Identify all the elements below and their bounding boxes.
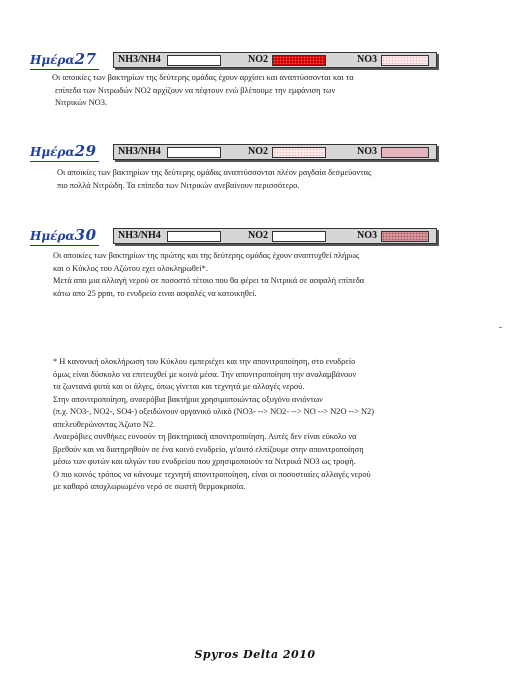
day-word: Ημέρα bbox=[30, 229, 75, 243]
no2-swatch bbox=[272, 55, 326, 66]
author-signature: Spyros Delta 2010 bbox=[194, 648, 316, 661]
no3-swatch bbox=[381, 55, 429, 66]
text-line: απελευθερώνοντας Άζωτο N2. bbox=[53, 419, 156, 429]
day-number: 29 bbox=[74, 142, 97, 160]
no2-label: NO2 bbox=[248, 146, 268, 157]
day-number: 27 bbox=[74, 50, 97, 68]
nh3-nh4-label: NH3/NH4 bbox=[118, 146, 161, 157]
no3-swatch bbox=[381, 231, 429, 242]
text-line: και ο Κύκλος του Αζώτου εχει ολοκληρωθεί*. bbox=[53, 263, 208, 273]
nh3-nh4-swatch bbox=[167, 231, 221, 242]
day-word: Ημέρα bbox=[30, 53, 75, 67]
text-line: Οι αποικίες των βακτηρίων της πρώτης και της δεύτερης ομάδας έχουν αναπτυχθεί πλήρως bbox=[53, 251, 360, 260]
nitrogen-levels-bar bbox=[113, 228, 437, 244]
margin-mark bbox=[499, 327, 502, 328]
no3-label: NO3 bbox=[357, 146, 377, 157]
text-line: με καθαρό αποχλωριωμένο νερό σε σωστή θερμοκρασία. bbox=[53, 482, 246, 491]
nitrogen-levels-bar bbox=[113, 52, 437, 68]
text-line: βρεθούν και να διατηρηθούν σε ένα κοινό ενυδρείο, γι'αυτό ελπίζουμε στην απονιτροποίηση bbox=[53, 444, 364, 454]
text-line: Οι αποικίες των βακτηρίων της δεύτερης ομάδας έχουν αρχίσει και αναπτύσσονται και τα bbox=[52, 73, 354, 82]
text-line: (π.χ. NO3-, NO2-, SO4-) οξειδώνουν οργανικό υλικό (NO3- --> NO2- --> NO --> N2O --> N2) bbox=[53, 407, 375, 416]
text-line: Αναερόβιες συνθήκες ευνοούν τη βακτηριακή απονιτροποίηση. Αυτές δεν είναι εύκολο να bbox=[53, 432, 357, 441]
text-line: τα ζωντανά φυτά και οι άλγες, όπως γίνεται και τεχνητά με αλλαγές νερού. bbox=[53, 382, 305, 391]
nh3-nh4-label: NH3/NH4 bbox=[118, 230, 161, 241]
day-label bbox=[30, 142, 99, 162]
text-line: πιο πολλά Νιτρώδη. Τα επίπεδα των Νιτρικών ανεβαίνουν περισσότερο. bbox=[57, 180, 300, 190]
no3-label: NO3 bbox=[357, 54, 377, 65]
text-line: Στην απονιτροποίηση, αναερόβια βακτήρια χρησιμοποιώντας οξυγόνο ανιόντων bbox=[53, 394, 323, 404]
no3-label: NO3 bbox=[357, 230, 377, 241]
text-line: επίπεδα των Νιτρωδών NO2 αρχίζουν να πέφτουν ενώ βλέπουμε την εμφάνιση των bbox=[55, 85, 336, 95]
text-line: Οι αποικίες των βακτηρίων της δεύτερης ομάδας αναπτύσσονται πλέον ραγδαία δεσμεύοντας bbox=[57, 168, 372, 177]
no3-swatch bbox=[381, 147, 429, 158]
text-line: Νιτρικών NO3. bbox=[55, 98, 108, 107]
text-line: Μετά απο μια αλλαγή νερού σε ποσοστό τέτοιο που θα φέρει τα Νιτρικά σε ασφαλή επίπεδα bbox=[53, 276, 365, 285]
text-line: Ο πιο κοινός τρόπος να κάνουμε τεχνητή απονιτροποίηση, είναι οι ποσοστιαίες αλλαγές νερού bbox=[53, 469, 371, 479]
day-word: Ημέρα bbox=[30, 145, 75, 159]
day-number: 30 bbox=[74, 226, 97, 244]
nh3-nh4-label: NH3/NH4 bbox=[118, 54, 161, 65]
day-label bbox=[30, 50, 99, 70]
no2-label: NO2 bbox=[248, 54, 268, 65]
day-label bbox=[30, 226, 99, 246]
nitrogen-levels-bar bbox=[113, 144, 437, 160]
no2-label: NO2 bbox=[248, 230, 268, 241]
day-27-paragraph bbox=[52, 72, 354, 110]
day-30-paragraph bbox=[53, 250, 364, 300]
no2-swatch bbox=[272, 231, 326, 242]
text-line: όμως είναι δύσκολο να επιτευχθεί με κοινά μέσα. Την απονιτροποίηση την αναλαμβάνουν bbox=[53, 369, 357, 379]
footnote-paragraph bbox=[53, 356, 374, 494]
nh3-nh4-swatch bbox=[167, 55, 221, 66]
nh3-nh4-swatch bbox=[167, 147, 221, 158]
day-29-paragraph bbox=[57, 167, 371, 192]
text-line: κάτω απο 25 ppm, το ενυδρείο ειναι ασφαλές να κατοικηθεί. bbox=[53, 288, 257, 298]
text-line: * Η κανονική ολοκλήρωση του Κύκλου εμπεριέχει και την απονιτροποίηση, στο ενυδρείο bbox=[53, 357, 356, 366]
text-line: μέσω των φυτών και αλγών του ενυδρείου που χρησιμοποιούν τα Νιτρικά NO3 ως τροφή. bbox=[53, 457, 356, 466]
no2-swatch bbox=[272, 147, 326, 158]
